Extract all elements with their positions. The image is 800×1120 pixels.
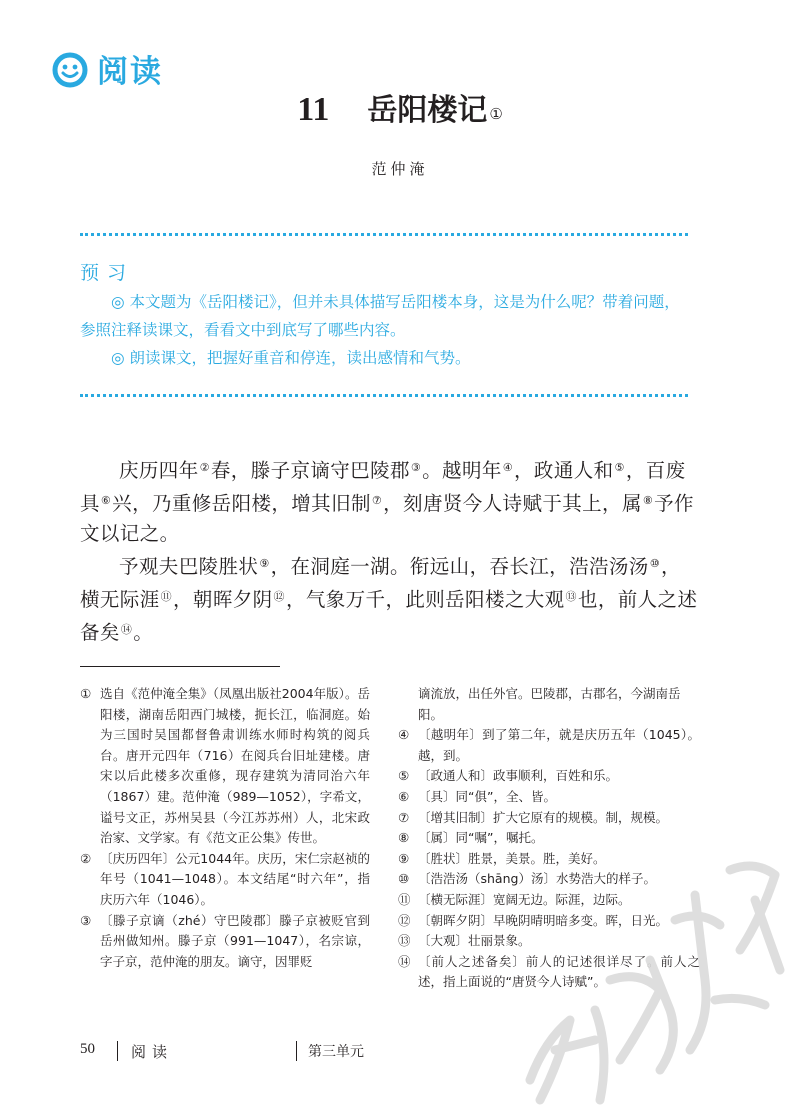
preview-heading: 预习	[80, 262, 135, 284]
footer-section: 阅读	[131, 1043, 174, 1061]
footnote-ref[interactable]: ⑩	[649, 557, 660, 570]
footnote-text: 〔越明年〕到了第二年，就是庆历五年（1045）。越，到。	[418, 727, 700, 763]
footnote-mark: ⑩	[398, 871, 410, 887]
author: 范仲淹	[371, 160, 429, 178]
preview-item: ◎ 朗读课文，把握好重音和停连，读出感情和气势。	[111, 349, 471, 367]
footnote-ref[interactable]: ④	[502, 461, 514, 474]
footnote-mark: ⑥	[398, 788, 410, 804]
text-segment: ，气象万千，此则岳阳楼之大观	[285, 588, 565, 611]
text-segment: 予作文以记之。	[80, 492, 694, 545]
footnote-text: 选自《范仲淹全集》（凤凰出版社2004年版）。岳阳楼，湖南岳阳西门城楼，扼长江，临洞庭。始为三国时吴国都督鲁肃训练水师时构筑的阅兵台。唐开元四年（716）在阅兵台旧址建楼。唐宋以后此楼多次重修，现存建筑为清同治六年（1867）建。范仲淹（989—1052），字希文，谥号文正，苏州吴县（今江苏苏州）人，北宋政治家、文学家。有《范文正公集》传世。	[100, 686, 370, 846]
main-text	[80, 453, 700, 648]
footnote-text: 〔政通人和〕政事顺利，百姓和乐。	[418, 768, 619, 784]
footnote	[80, 684, 370, 849]
footer-separator	[296, 1041, 297, 1061]
footnote-mark: ③	[80, 912, 92, 928]
dotted-divider	[80, 394, 688, 397]
smiley-face-icon	[52, 52, 88, 88]
footnote-text: 〔胜状〕胜景，美景。胜，美好。	[418, 850, 606, 866]
footnote-mark: ⑤	[398, 768, 410, 784]
footnote-rule	[80, 666, 280, 667]
lesson-title-text: 岳阳楼记	[367, 93, 488, 128]
footnote-text: 〔大观〕壮丽景象。	[418, 933, 531, 949]
footnote-mark: ①	[80, 686, 92, 701]
footnote-mark: ⑧	[398, 830, 410, 846]
footnote-text: 〔朝晖夕阴〕早晚阴晴明暗多变。晖，日光。	[418, 912, 669, 928]
footnote	[80, 849, 370, 911]
lesson-number: 11	[297, 91, 330, 128]
footnote-ref[interactable]: ⑤	[614, 461, 625, 474]
footnote-mark: ②	[80, 850, 92, 866]
section-title: 阅读	[97, 54, 163, 90]
footnote-text: 〔庆历四年〕公元1044年。庆历，宋仁宗赵祯的年号（1041—1048）。本文结尾“时六年”，指庆历六年（1046）。	[100, 850, 370, 907]
footnote-ref[interactable]: ①	[489, 105, 503, 123]
lesson-title	[0, 85, 800, 136]
text-segment: ，朝晖夕阴	[173, 588, 273, 611]
footnote-text: 〔前人之述备矣〕前人的记述很详尽了。前人之述，指上面说的“唐贤今人诗赋”。	[418, 953, 700, 990]
footnote-continuation: 谪流放，出任外官。巴陵郡，古郡名，今湖南岳阳。	[418, 686, 681, 722]
text-segment: ，政通人和	[514, 459, 614, 482]
footnote-mark: ⑫	[398, 912, 411, 928]
dotted-divider	[80, 233, 688, 236]
footnote-text: 〔增其旧制〕扩大它原有的规模。制，规模。	[418, 809, 669, 825]
footnote-ref[interactable]: ⑦	[371, 494, 383, 507]
footer-separator	[117, 1041, 118, 1061]
publisher-watermark	[500, 800, 800, 1120]
text-segment: ，刻唐贤今人诗赋于其上，属	[383, 492, 642, 515]
text-segment: 庆历四年	[119, 459, 199, 482]
footnote-mark: ⑭	[398, 953, 411, 969]
text-segment: 兴，乃重修岳阳楼，增其旧制	[112, 492, 371, 515]
preview-body	[80, 288, 688, 372]
footnote-ref[interactable]: ②	[199, 461, 210, 474]
footnote-mark: ⑨	[398, 850, 410, 866]
footnote-ref[interactable]: ⑨	[259, 557, 270, 570]
text-segment: ，横无际涯	[80, 555, 681, 611]
text-segment: 。越明年	[422, 459, 502, 482]
footnote-ref[interactable]: ⑪	[160, 590, 173, 603]
paragraph	[80, 549, 700, 648]
footnote-ref[interactable]: ⑧	[642, 494, 654, 507]
footnotes-left-column	[80, 684, 370, 972]
footnote-text: 〔具〕同“俱”，全、皆。	[418, 788, 556, 804]
footnote	[398, 725, 700, 766]
footnote-ref[interactable]: ⑭	[120, 623, 133, 636]
footnote-mark: ⑬	[398, 933, 411, 949]
footnote-ref[interactable]: ⑥	[100, 494, 112, 507]
text-segment: 。	[133, 621, 154, 644]
footnote-ref[interactable]: ⑬	[565, 590, 577, 603]
footnote-mark: ④	[398, 727, 410, 743]
footnote-mark: ⑪	[398, 891, 411, 907]
paragraph	[80, 453, 700, 549]
footnote	[398, 766, 700, 787]
footnote-ref[interactable]: ⑫	[273, 590, 285, 603]
footnote-mark: ⑦	[398, 809, 410, 825]
footer-unit: 第三单元	[308, 1044, 364, 1060]
page-number: 50	[80, 1041, 95, 1057]
footnote-text: 〔滕子京谪（zhé）守巴陵郡〕滕子京被贬官到岳州做知州。滕子京（991—1047），名宗谅，字子京，范仲淹的朋友。谪守，因罪贬	[100, 912, 370, 969]
text-segment: 予观夫巴陵胜状	[119, 555, 259, 578]
footnote-text: 〔横无际涯〕宽阔无边。际涯，边际。	[418, 891, 631, 907]
text-segment: 也，前人之述备矣	[80, 588, 698, 644]
preview-item: ◎ 本文题为《岳阳楼记》，但并未具体描写岳阳楼本身，这是为什么呢？带着问题，参照注释读课文，看看文中到底写了哪些内容。	[80, 293, 680, 339]
footnote-ref[interactable]: ③	[410, 461, 422, 474]
footnote-text: 〔浩浩汤（shāng）汤〕水势浩大的样子。	[418, 871, 656, 887]
text-segment: 春，滕子京谪守巴陵郡	[210, 459, 410, 482]
text-segment: ，百废具	[80, 459, 686, 515]
text-segment: ，在洞庭一湖。衔远山，吞长江，浩浩汤汤	[270, 555, 649, 578]
footnote-text: 〔属〕同“嘱”，嘱托。	[418, 830, 544, 846]
footnote	[80, 911, 370, 973]
